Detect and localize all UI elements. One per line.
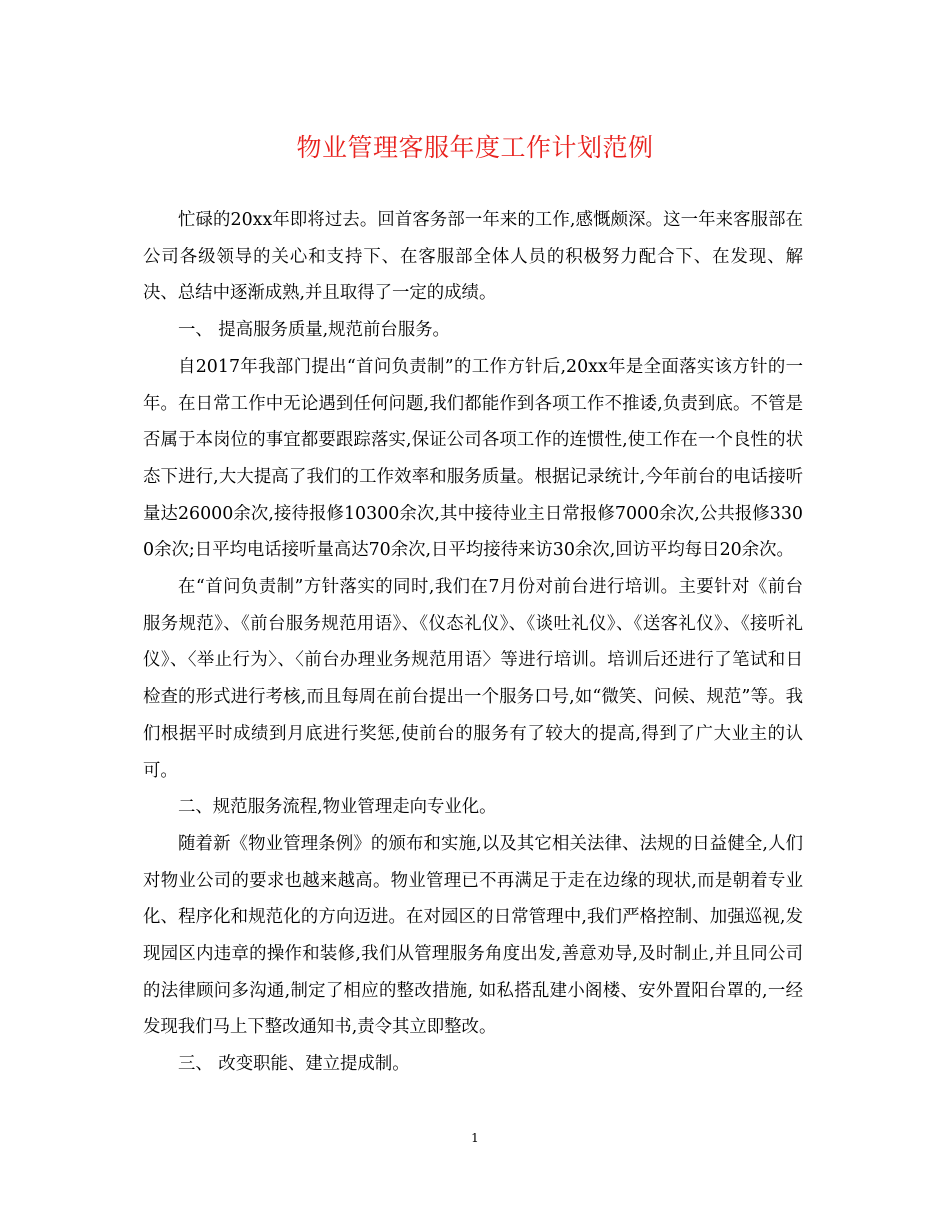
section-heading-1: 一、 提高服务质量,规范前台服务。 xyxy=(178,320,450,341)
intro-paragraph: 忙碌的20xx年即将过去。回首客务部一年来的工作,感慨颇深。这一年来客服部在公司各级领导的关心和支持下、在客服部全体人员的积极努力配合下、在发现、解决、总结中逐渐成熟,并且取得了一定的成绩。 xyxy=(143,210,803,304)
page-number: 1 xyxy=(471,1131,479,1145)
document-title: 物业管理客服年度工作计划范例 xyxy=(296,133,654,162)
section-heading-3: 三、 改变职能、建立提成制。 xyxy=(178,1054,410,1075)
body-paragraph: 随着新《物业管理条例》的颁布和实施,以及其它相关法律、法规的日益健全,人们对物业公司的要求也越来越高。物业管理已不再满足于走在边缘的现状,而是朝着专业化、程序化和规范化的方向迈进。在对园区的日常管理中,我们严格控制、加强巡视,发现园区内违章的操作和装修,我们从管理服务角度出发,善意劝导,及时制止,并且同公司的法律顾问多沟通,制定了相应的整改措施, 如私搭乱建小阁楼、安外置阳台罩的,一经发现我们马上下整改通知书,责令其立即整改。 xyxy=(143,833,803,1038)
section-heading-2: 二、规范服务流程,物业管理走向专业化。 xyxy=(178,797,497,818)
body-paragraph: 在“首问负责制”方针落实的同时,我们在7月份对前台进行培训。主要针对《前台服务规范》、《前台服务规范用语》、《仪态礼仪》、《谈吐礼仪》、《送客礼仪》、《接听礼仪》、〈举止行为〉、〈前台办理业务规范用语〉等进行培训。培训后还进行了笔试和日检查的形式进行考核,而且每周在前台提出一个服务口号,如“微笑、问候、规范”等。我们根据平时成绩到月底进行奖惩,使前台的服务有了较大的提高,得到了广大业主的认可。 xyxy=(143,577,803,781)
document-body xyxy=(143,202,803,1083)
body-paragraph: 自2017年我部门提出“首问负责制”的工作方针后,20xx年是全面落实该方针的一年。在日常工作中无论遇到任何问题,我们都能作到各项工作不推诿,负责到底。不管是否属于本岗位的事宜都要跟踪落实,保证公司各项工作的连惯性,使工作在一个良性的状态下进行,大大提高了我们的工作效率和服务质量。根据记录统计,今年前台的电话接听量达26000余次,接待报修10300余次,其中接待业主日常报修7000余次,公共报修3300余次;日平均电话接听量高达70余次,日平均接待来访30余次,回访平均每日20余次。 xyxy=(143,356,803,561)
